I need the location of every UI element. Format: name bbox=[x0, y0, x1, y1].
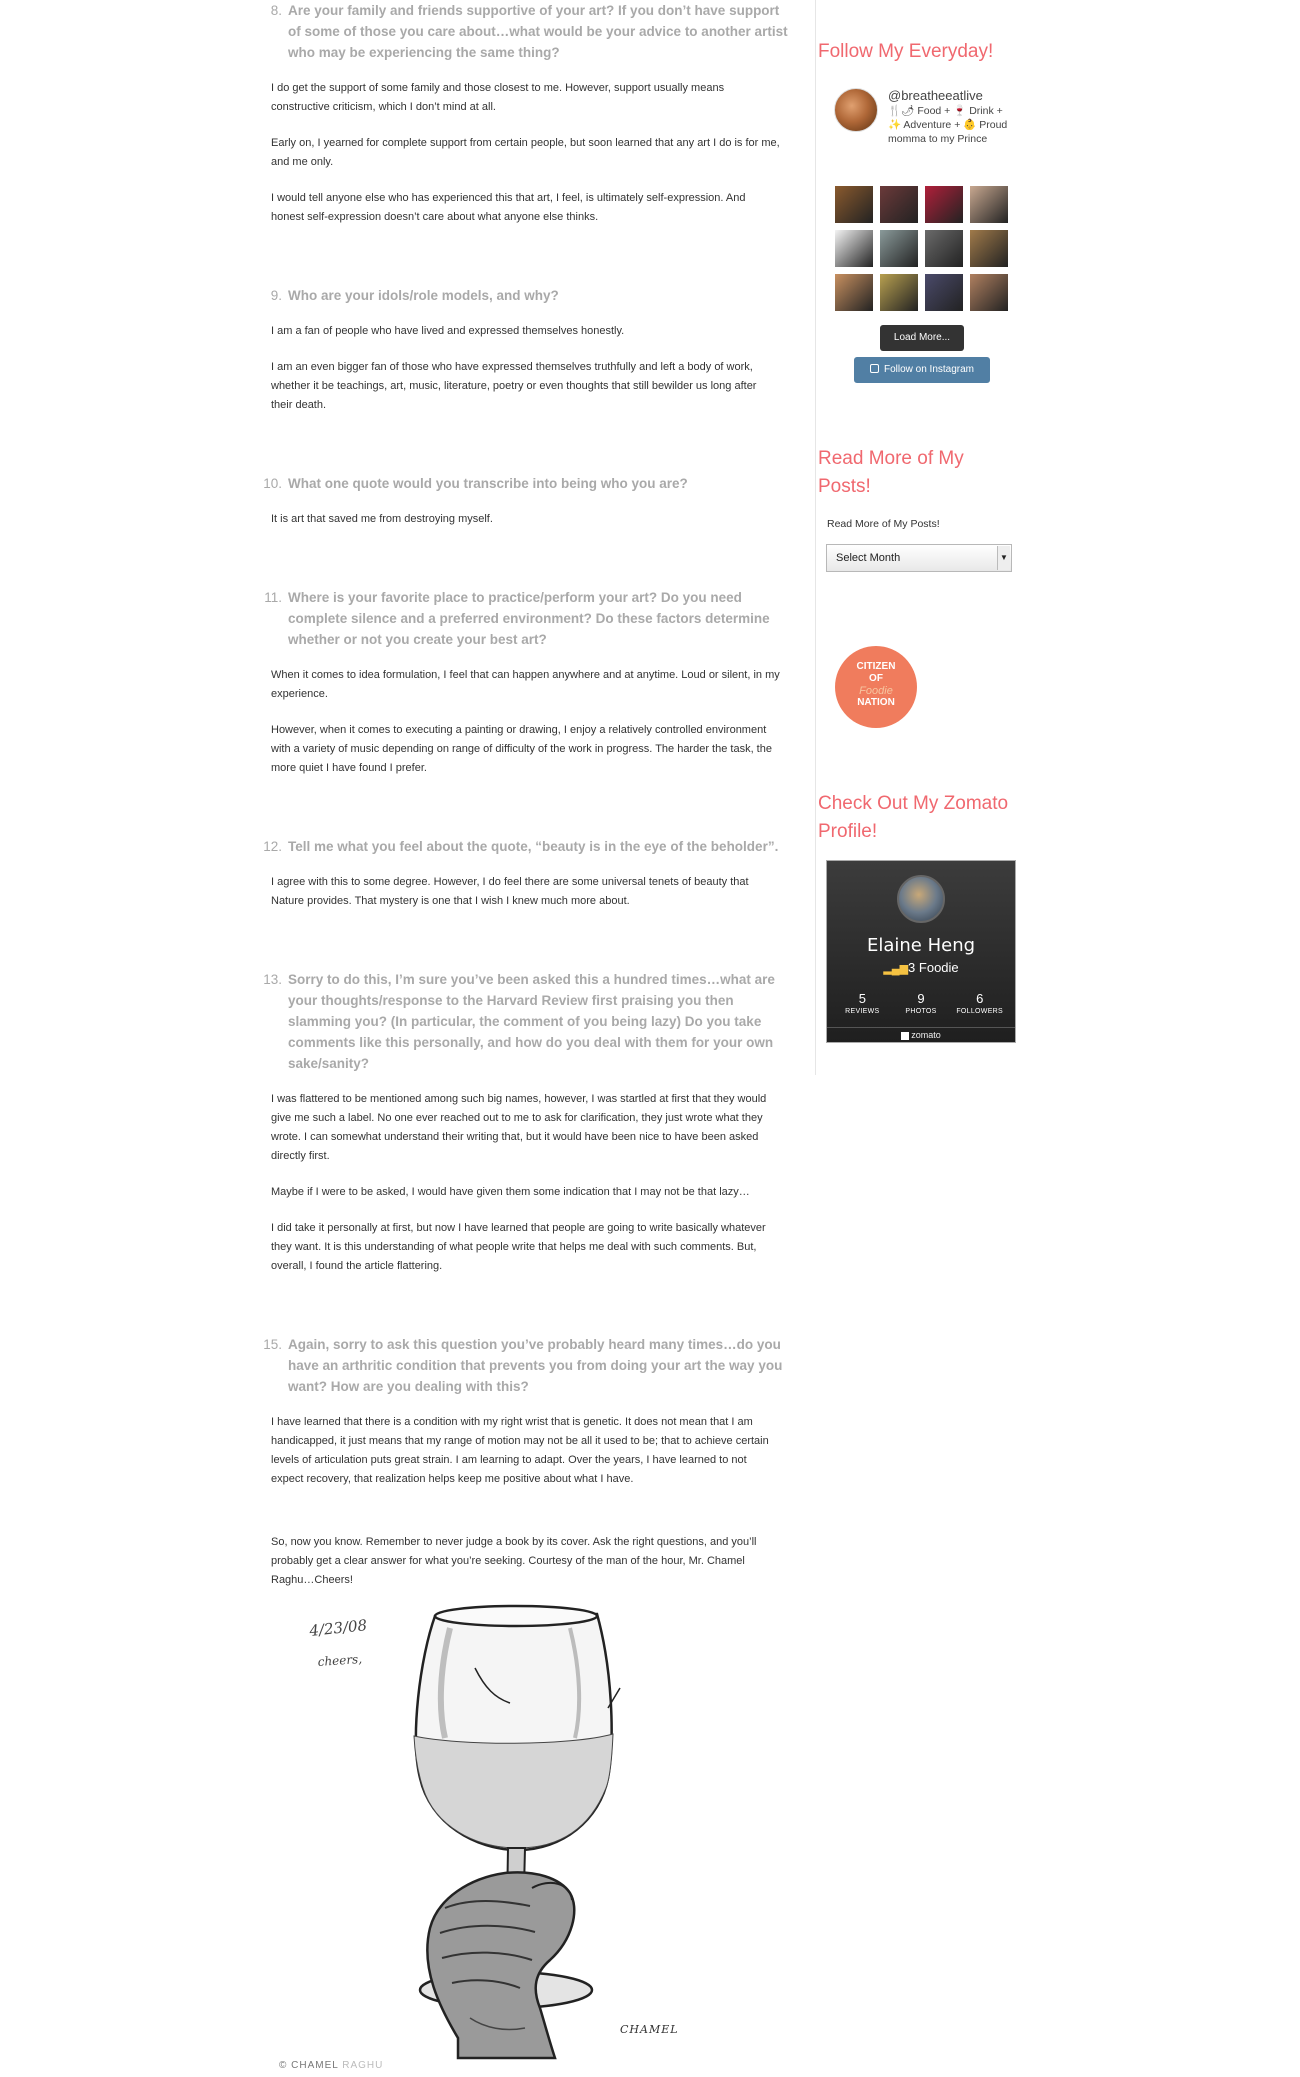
question-text: Where is your favorite place to practice/perform your art? Do you need complete silence and a preferred environment? Do these factors determine whether or not you create your best art? bbox=[288, 590, 770, 647]
qa-item bbox=[260, 0, 800, 227]
stat-label: FOLLOWERS bbox=[956, 1008, 1003, 1015]
instagram-thumbnail[interactable] bbox=[925, 230, 963, 267]
level-bars-icon: ▂▄▆ bbox=[883, 963, 909, 975]
answer-paragraph: I agree with this to some degree. However, I do feel there are some universal tenets of beauty that Nature provides. That mystery is one that I wish I knew much more about. bbox=[271, 876, 749, 907]
archive-month-select[interactable] bbox=[826, 544, 1012, 572]
instagram-thumbnail[interactable] bbox=[970, 230, 1008, 267]
credit-prefix: © CHAMEL bbox=[279, 2060, 339, 2071]
sidebar-divider bbox=[815, 0, 816, 1075]
follow-instagram-label: Follow on Instagram bbox=[883, 364, 975, 375]
zomato-stat bbox=[892, 992, 951, 1018]
question-number: 8. bbox=[270, 3, 282, 18]
answer-paragraph: Early on, I yearned for complete support from certain people, but soon learned that any art I do is for me, and me only. bbox=[271, 137, 780, 168]
artist-signature: CHAMEL bbox=[620, 2023, 679, 2036]
drawing-date: 4/23/08 bbox=[308, 1616, 368, 1640]
answer-paragraph: When it comes to idea formulation, I feel that can happen anywhere and at anytime. Loud or silent, in my experience. bbox=[271, 669, 780, 700]
zomato-stats bbox=[827, 992, 1015, 1018]
zomato-brand bbox=[827, 1027, 1015, 1042]
answer bbox=[260, 1090, 800, 1276]
qa-item bbox=[260, 969, 800, 1276]
instagram-thumbnail[interactable] bbox=[835, 186, 873, 223]
instagram-avatar[interactable] bbox=[834, 88, 878, 132]
zomato-username: Elaine Heng bbox=[866, 935, 976, 956]
qa-item bbox=[260, 473, 800, 529]
question-heading bbox=[260, 587, 800, 650]
stat-label: PHOTOS bbox=[905, 1008, 937, 1015]
qa-item bbox=[260, 587, 800, 778]
citizen-of-foodie-nation-badge[interactable] bbox=[835, 646, 917, 728]
stat-value: 5 bbox=[858, 991, 866, 1006]
answer-paragraph: It is art that saved me from destroying myself. bbox=[271, 513, 493, 525]
instagram-feed bbox=[835, 186, 1008, 311]
stat-value: 9 bbox=[917, 991, 925, 1006]
question-number: 9. bbox=[270, 288, 282, 303]
closing-paragraph bbox=[260, 1533, 800, 1590]
zomato-avatar bbox=[897, 875, 945, 923]
archive-selected-value: Select Month bbox=[836, 552, 901, 564]
answer-paragraph: I would tell anyone else who has experienced this that art, I feel, is ultimately self-expression. And honest self-expression doesn’t care about what anyone else thinks. bbox=[271, 192, 746, 223]
question-number: 13. bbox=[263, 972, 282, 987]
badge-line: Foodie bbox=[859, 685, 893, 697]
instagram-thumbnail[interactable] bbox=[835, 274, 873, 311]
instagram-handle[interactable]: @breatheeatlive bbox=[888, 88, 983, 103]
answer-paragraph: I was flattered to be mentioned among such big names, however, I was startled at first that they would give me such a label. No one ever reached out to me to ask for clarification, they just wrote what they wrote. I can somewhat understand their writing that, but it would have been nice to have been asked directly first. bbox=[271, 1093, 767, 1162]
qa-item bbox=[260, 836, 800, 911]
question-text: Sorry to do this, I’m sure you’ve been asked this a hundred times…what are your thoughts/response to the Harvard Review first praising you then slamming you? (In particular, the comment of you being lazy) Do you take comments like this personally, and how do you deal with them for your own sake/sanity? bbox=[288, 972, 775, 1071]
answer bbox=[260, 873, 800, 911]
badge-line: NATION bbox=[857, 697, 895, 708]
answer-paragraph: I am an even bigger fan of those who have expressed themselves truthfully and left a body of work, whether it be teachings, art, music, literature, poetry or even thoughts that still bewilder us long after their death. bbox=[271, 361, 757, 411]
question-text: What one quote would you transcribe into being who you are? bbox=[288, 476, 688, 491]
drawing-note: cheers, bbox=[317, 1651, 363, 1669]
answer bbox=[260, 510, 800, 529]
answer-paragraph: However, when it comes to executing a painting or drawing, I enjoy a relatively controlled environment with a variety of music depending on range of difficulty of the work in progress. The harder the task, the more quiet I have found I prefer. bbox=[271, 724, 772, 774]
zomato-level-number: 3 bbox=[908, 960, 916, 975]
zomato-profile-card[interactable] bbox=[826, 860, 1016, 1043]
question-heading bbox=[260, 285, 800, 306]
archive-label: Read More of My Posts! bbox=[827, 518, 940, 530]
instagram-thumbnail[interactable] bbox=[925, 186, 963, 223]
instagram-thumbnail[interactable] bbox=[880, 274, 918, 311]
image-credit bbox=[279, 2060, 383, 2071]
question-number: 12. bbox=[263, 839, 282, 854]
question-heading bbox=[260, 0, 800, 63]
question-number: 15. bbox=[263, 1337, 282, 1352]
zomato-level bbox=[827, 959, 1015, 978]
instagram-thumbnail[interactable] bbox=[880, 230, 918, 267]
question-number: 11. bbox=[264, 590, 282, 605]
badge-line: OF bbox=[869, 673, 883, 684]
instagram-bio: 🍴🌶 Food + 🍷 Drink + ✨ Adventure + 👶 Proud momma to my Prince bbox=[888, 105, 1008, 145]
instagram-thumbnail[interactable] bbox=[925, 274, 963, 311]
question-text: Again, sorry to ask this question you’ve probably heard many times…do you have an arthritic condition that prevents you from doing your art the way you want? How are you dealing with this? bbox=[288, 1337, 783, 1394]
wine-glass-drawing bbox=[270, 1588, 770, 2066]
article-body bbox=[260, 0, 800, 1607]
answer bbox=[260, 322, 800, 415]
question-heading bbox=[260, 473, 800, 494]
load-more-button[interactable]: Load More... bbox=[880, 325, 964, 351]
zomato-stat bbox=[833, 992, 892, 1018]
zomato-level-label: Foodie bbox=[918, 960, 959, 975]
answer bbox=[260, 79, 800, 227]
answer-paragraph: I did take it personally at first, but now I have learned that people are going to write basically whatever they want. It is this understanding of what people write that helps me deal with such comments. But, overall, I found the article flattering. bbox=[271, 1222, 766, 1272]
instagram-profile[interactable] bbox=[834, 88, 1008, 146]
credit-suffix: RAGHU bbox=[338, 2060, 384, 2071]
question-heading bbox=[260, 969, 800, 1074]
badge-line: CITIZEN bbox=[856, 661, 896, 672]
instagram-thumbnail[interactable] bbox=[970, 274, 1008, 311]
closing-text: So, now you know. Remember to never judge a book by its cover. Ask the right questions, and you’ll probably get a clear answer for what you’re seeking. Courtesy of the man of the hour, Mr. Chamel Raghu…Cheers! bbox=[271, 1536, 757, 1586]
answer-paragraph: I have learned that there is a condition with my right wrist that is genetic. It does not mean that I am handicapped, it just means that my range of motion may not be all it used to be; that to achieve certain levels of articulation puts great strain. I am learning to adapt. Over the years, I have learned to not expect recovery, that realization helps keep me positive about what I have. bbox=[271, 1416, 769, 1485]
answer bbox=[260, 1413, 800, 1489]
question-text: Who are your idols/role models, and why? bbox=[288, 288, 559, 303]
follow-instagram-button[interactable] bbox=[854, 357, 990, 383]
answer-paragraph: Maybe if I were to be asked, I would have given them some indication that I may not be that lazy… bbox=[271, 1186, 750, 1198]
stat-value: 6 bbox=[976, 991, 984, 1006]
zomato-logo-icon bbox=[901, 1032, 909, 1040]
instagram-icon bbox=[870, 364, 879, 373]
question-text: Are your family and friends supportive of your art? If you don’t have support of some of those you care about…what would be your advice to another artist who may be experiencing the same thing? bbox=[288, 3, 788, 60]
answer-paragraph: I am a fan of people who have lived and expressed themselves honestly. bbox=[271, 325, 625, 337]
question-heading bbox=[260, 1334, 800, 1397]
zomato-widget-title: Check Out My Zomato Profile! bbox=[818, 793, 1009, 842]
answer bbox=[260, 666, 800, 778]
question-text: Tell me what you feel about the quote, “beauty is in the eye of the beholder”. bbox=[288, 839, 779, 854]
zomato-brand-label: zomato bbox=[911, 1030, 941, 1040]
qa-item bbox=[260, 1334, 800, 1489]
instagram-widget-title: Follow My Everyday! bbox=[818, 41, 994, 62]
answer-paragraph: I do get the support of some family and those closest to me. However, support usually means constructive criticism, which I don’t mind at all. bbox=[271, 82, 725, 113]
question-number: 10. bbox=[263, 476, 282, 491]
zomato-stat bbox=[950, 992, 1009, 1018]
instagram-thumbnail[interactable] bbox=[835, 230, 873, 267]
qa-item bbox=[260, 285, 800, 415]
dropdown-arrow-icon[interactable]: ▼ bbox=[997, 546, 1010, 570]
instagram-thumbnail[interactable] bbox=[880, 186, 918, 223]
stat-label: REVIEWS bbox=[845, 1008, 880, 1015]
question-heading bbox=[260, 836, 800, 857]
instagram-thumbnail[interactable] bbox=[970, 186, 1008, 223]
archive-widget-title: Read More of My Posts! bbox=[818, 448, 964, 497]
